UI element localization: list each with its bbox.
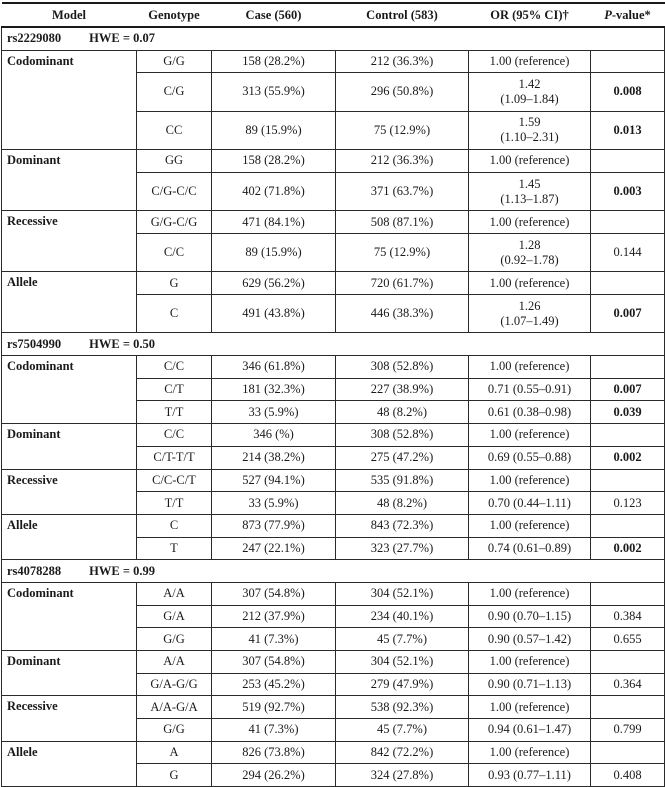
model-cell: Allele <box>2 272 137 333</box>
or-value: 0.74 (0.61–0.89) <box>487 540 572 555</box>
snp-header-cell <box>2 333 665 356</box>
or-cell <box>469 673 591 696</box>
table-row <box>2 469 665 492</box>
genotype-association-table <box>1 2 665 787</box>
p-value-cell: 0.384 <box>591 605 665 628</box>
genotype-cell: G <box>137 272 212 295</box>
control-cell: 843 (72.3%) <box>336 514 469 537</box>
table-row <box>2 650 665 673</box>
control-cell: 279 (47.9%) <box>336 673 469 696</box>
header-model: Model <box>2 3 137 27</box>
or-cell <box>469 50 591 73</box>
genotype-cell: G/G <box>137 50 212 73</box>
or-cell <box>469 172 591 211</box>
genotype-cell: C/T <box>137 378 212 401</box>
or-cell <box>469 211 591 234</box>
case-cell: 873 (77.9%) <box>212 514 336 537</box>
genotype-cell: C/C <box>137 233 212 272</box>
model-cell: Allele <box>2 514 137 559</box>
genotype-cell: C/G <box>137 73 212 112</box>
or-value: 0.69 (0.55–0.88) <box>487 450 572 465</box>
case-cell: 212 (37.9%) <box>212 605 336 628</box>
control-cell: 296 (50.8%) <box>336 73 469 112</box>
model-cell: Dominant <box>2 424 137 469</box>
or-value: 1.28 <box>518 237 541 252</box>
header-or: OR (95% CI)† <box>469 3 591 27</box>
control-cell: 304 (52.1%) <box>336 650 469 673</box>
or-cell <box>469 111 591 150</box>
or-cell <box>469 233 591 272</box>
or-value: 1.42 <box>518 76 541 91</box>
model-cell: Codominant <box>2 50 137 150</box>
table-row <box>2 272 665 295</box>
model-cell: Allele <box>2 741 137 786</box>
p-value-cell <box>591 469 665 492</box>
model-cell: Recessive <box>2 469 137 514</box>
p-value-cell: 0.364 <box>591 673 665 696</box>
or-value: 0.90 (0.71–1.13) <box>487 676 572 691</box>
case-cell: 346 (61.8%) <box>212 356 336 379</box>
control-cell: 45 (7.7%) <box>336 628 469 651</box>
or-value: 1.00 (reference) <box>489 699 570 714</box>
genotype-cell: A <box>137 741 212 764</box>
case-cell: 346 (%) <box>212 424 336 447</box>
or-cell <box>469 356 591 379</box>
case-cell: 158 (28.2%) <box>212 150 336 173</box>
or-value: 0.71 (0.55–0.91) <box>487 382 572 397</box>
p-value-cell <box>591 514 665 537</box>
or-cell <box>469 764 591 787</box>
genotype-cell: G/A-G/G <box>137 673 212 696</box>
case-cell: 33 (5.9%) <box>212 492 336 515</box>
p-value-cell: 0.002 <box>591 446 665 469</box>
p-value-cell <box>591 272 665 295</box>
control-cell: 538 (92.3%) <box>336 696 469 719</box>
case-cell: 41 (7.3%) <box>212 628 336 651</box>
or-cell <box>469 741 591 764</box>
table-row <box>2 582 665 605</box>
genotype-cell: A/A-G/A <box>137 696 212 719</box>
p-value-cell <box>591 424 665 447</box>
control-cell: 508 (87.1%) <box>336 211 469 234</box>
p-value-cell: 0.003 <box>591 172 665 211</box>
p-value-cell <box>591 650 665 673</box>
or-value: 0.93 (0.77–1.11) <box>488 767 571 782</box>
control-cell: 212 (36.3%) <box>336 150 469 173</box>
genotype-cell: C/C-C/T <box>137 469 212 492</box>
header-p-italic: P <box>604 7 612 22</box>
genotype-cell: G/G-C/G <box>137 211 212 234</box>
case-cell: 294 (26.2%) <box>212 764 336 787</box>
case-cell: 527 (94.1%) <box>212 469 336 492</box>
snp-id: rs2229080 <box>7 31 62 46</box>
table-row <box>2 741 665 764</box>
or-cell <box>469 272 591 295</box>
table-row <box>2 514 665 537</box>
or-cell <box>469 73 591 112</box>
control-cell: 308 (52.8%) <box>336 356 469 379</box>
case-cell: 89 (15.9%) <box>212 233 336 272</box>
control-cell: 842 (72.2%) <box>336 741 469 764</box>
header-p-rest: -value* <box>611 7 651 22</box>
p-value-cell: 0.039 <box>591 401 665 424</box>
header-control: Control (583) <box>336 3 469 27</box>
case-cell: 313 (55.9%) <box>212 73 336 112</box>
genotype-cell: C <box>137 294 212 333</box>
genotype-cell: G/G <box>137 718 212 741</box>
or-value: 1.00 (reference) <box>489 359 570 374</box>
p-value-cell <box>591 150 665 173</box>
or-cell <box>469 378 591 401</box>
model-cell: Codominant <box>2 356 137 424</box>
case-cell: 158 (28.2%) <box>212 50 336 73</box>
genotype-cell: C/C <box>137 356 212 379</box>
control-cell: 308 (52.8%) <box>336 424 469 447</box>
control-cell: 446 (38.3%) <box>336 294 469 333</box>
model-cell: Dominant <box>2 650 137 695</box>
or-value: 0.61 (0.38–0.98) <box>487 404 572 419</box>
or-cell <box>469 696 591 719</box>
or-value: 1.59 <box>518 115 541 130</box>
header-genotype: Genotype <box>137 3 212 27</box>
or-value: 0.94 (0.61–1.47) <box>487 722 572 737</box>
table-body <box>2 27 665 787</box>
header-p-value <box>591 3 665 27</box>
model-cell: Codominant <box>2 582 137 650</box>
p-value-cell: 0.799 <box>591 718 665 741</box>
or-value: 1.00 (reference) <box>489 53 570 68</box>
or-value: 0.90 (0.57–1.42) <box>487 631 572 646</box>
genotype-cell: T <box>137 537 212 560</box>
control-cell: 75 (12.9%) <box>336 233 469 272</box>
or-value: 1.00 (reference) <box>489 427 570 442</box>
or-value: 1.45 <box>518 176 541 191</box>
genotype-cell: T/T <box>137 492 212 515</box>
control-cell: 227 (38.9%) <box>336 378 469 401</box>
genotype-cell: C/T-T/T <box>137 446 212 469</box>
or-cell <box>469 605 591 628</box>
case-cell: 253 (45.2%) <box>212 673 336 696</box>
table-row <box>2 150 665 173</box>
or-value: 1.00 (reference) <box>489 654 570 669</box>
p-value-cell: 0.007 <box>591 294 665 333</box>
or-cell <box>469 537 591 560</box>
genotype-cell: CC <box>137 111 212 150</box>
p-value-cell: 0.655 <box>591 628 665 651</box>
or-value: 0.70 (0.44–1.11) <box>488 495 571 510</box>
p-value-cell: 0.408 <box>591 764 665 787</box>
control-cell: 234 (40.1%) <box>336 605 469 628</box>
header-case: Case (560) <box>212 3 336 27</box>
table-row <box>2 424 665 447</box>
p-value-cell <box>591 696 665 719</box>
or-value: 1.00 (reference) <box>489 275 570 290</box>
genotype-cell: A/A <box>137 582 212 605</box>
snp-hwe: HWE = 0.07 <box>89 31 155 46</box>
or-cell <box>469 582 591 605</box>
table-row <box>2 50 665 73</box>
snp-row <box>2 27 665 50</box>
or-cell <box>469 401 591 424</box>
or-value: 1.26 <box>518 298 541 313</box>
table-row <box>2 356 665 379</box>
case-cell: 247 (22.1%) <box>212 537 336 560</box>
genotype-cell: GG <box>137 150 212 173</box>
case-cell: 826 (73.8%) <box>212 741 336 764</box>
control-cell: 720 (61.7%) <box>336 272 469 295</box>
genotype-cell: G/A <box>137 605 212 628</box>
or-value: 1.00 (reference) <box>489 153 570 168</box>
or-value: 0.90 (0.70–1.15) <box>487 608 572 623</box>
case-cell: 181 (32.3%) <box>212 378 336 401</box>
model-cell: Recessive <box>2 696 137 741</box>
genotype-cell: C/G-C/C <box>137 172 212 211</box>
or-ci: (0.92–1.78) <box>500 252 559 267</box>
case-cell: 629 (56.2%) <box>212 272 336 295</box>
or-cell <box>469 150 591 173</box>
genotype-cell: G/G <box>137 628 212 651</box>
or-value: 1.00 (reference) <box>489 586 570 601</box>
case-cell: 307 (54.8%) <box>212 582 336 605</box>
or-cell <box>469 718 591 741</box>
table-header-row <box>2 3 665 27</box>
or-cell <box>469 514 591 537</box>
case-cell: 491 (43.8%) <box>212 294 336 333</box>
genotype-cell: C/C <box>137 424 212 447</box>
case-cell: 89 (15.9%) <box>212 111 336 150</box>
case-cell: 33 (5.9%) <box>212 401 336 424</box>
genotype-cell: G <box>137 764 212 787</box>
case-cell: 214 (38.2%) <box>212 446 336 469</box>
snp-id: rs7504990 <box>7 336 62 351</box>
p-value-cell <box>591 582 665 605</box>
or-cell <box>469 446 591 469</box>
snp-header-cell <box>2 560 665 583</box>
control-cell: 212 (36.3%) <box>336 50 469 73</box>
control-cell: 45 (7.7%) <box>336 718 469 741</box>
p-value-cell: 0.144 <box>591 233 665 272</box>
case-cell: 471 (84.1%) <box>212 211 336 234</box>
or-cell <box>469 424 591 447</box>
p-value-cell <box>591 211 665 234</box>
or-cell <box>469 469 591 492</box>
or-ci: (1.13–1.87) <box>500 191 559 206</box>
p-value-cell: 0.007 <box>591 378 665 401</box>
control-cell: 275 (47.2%) <box>336 446 469 469</box>
p-value-cell <box>591 356 665 379</box>
or-value: 1.00 (reference) <box>489 745 570 759</box>
case-cell: 307 (54.8%) <box>212 650 336 673</box>
or-ci: (1.09–1.84) <box>500 91 559 106</box>
or-value: 1.00 (reference) <box>489 214 570 229</box>
table-row <box>2 211 665 234</box>
case-cell: 402 (71.8%) <box>212 172 336 211</box>
genotype-association-table-container <box>1 2 664 787</box>
snp-hwe: HWE = 0.50 <box>89 336 155 351</box>
model-cell: Dominant <box>2 150 137 211</box>
or-cell <box>469 294 591 333</box>
control-cell: 304 (52.1%) <box>336 582 469 605</box>
genotype-cell: C <box>137 514 212 537</box>
p-value-cell <box>591 50 665 73</box>
table-row <box>2 696 665 719</box>
control-cell: 48 (8.2%) <box>336 401 469 424</box>
case-cell: 519 (92.7%) <box>212 696 336 719</box>
or-value: 1.00 (reference) <box>489 518 570 533</box>
control-cell: 324 (27.8%) <box>336 764 469 787</box>
p-value-cell: 0.008 <box>591 73 665 112</box>
p-value-cell <box>591 741 665 764</box>
or-ci: (1.10–2.31) <box>500 130 559 145</box>
or-value: 1.00 (reference) <box>489 472 570 487</box>
or-cell <box>469 492 591 515</box>
p-value-cell: 0.013 <box>591 111 665 150</box>
snp-row <box>2 560 665 583</box>
snp-header-cell <box>2 27 665 50</box>
genotype-cell: A/A <box>137 650 212 673</box>
control-cell: 323 (27.7%) <box>336 537 469 560</box>
case-cell: 41 (7.3%) <box>212 718 336 741</box>
or-ci: (1.07–1.49) <box>500 313 559 328</box>
control-cell: 535 (91.8%) <box>336 469 469 492</box>
genotype-cell: T/T <box>137 401 212 424</box>
snp-id: rs4078288 <box>7 563 62 578</box>
p-value-cell: 0.123 <box>591 492 665 515</box>
model-cell: Recessive <box>2 211 137 272</box>
snp-hwe: HWE = 0.99 <box>89 563 155 578</box>
control-cell: 48 (8.2%) <box>336 492 469 515</box>
control-cell: 371 (63.7%) <box>336 172 469 211</box>
or-cell <box>469 628 591 651</box>
or-cell <box>469 650 591 673</box>
control-cell: 75 (12.9%) <box>336 111 469 150</box>
p-value-cell: 0.002 <box>591 537 665 560</box>
snp-row <box>2 333 665 356</box>
